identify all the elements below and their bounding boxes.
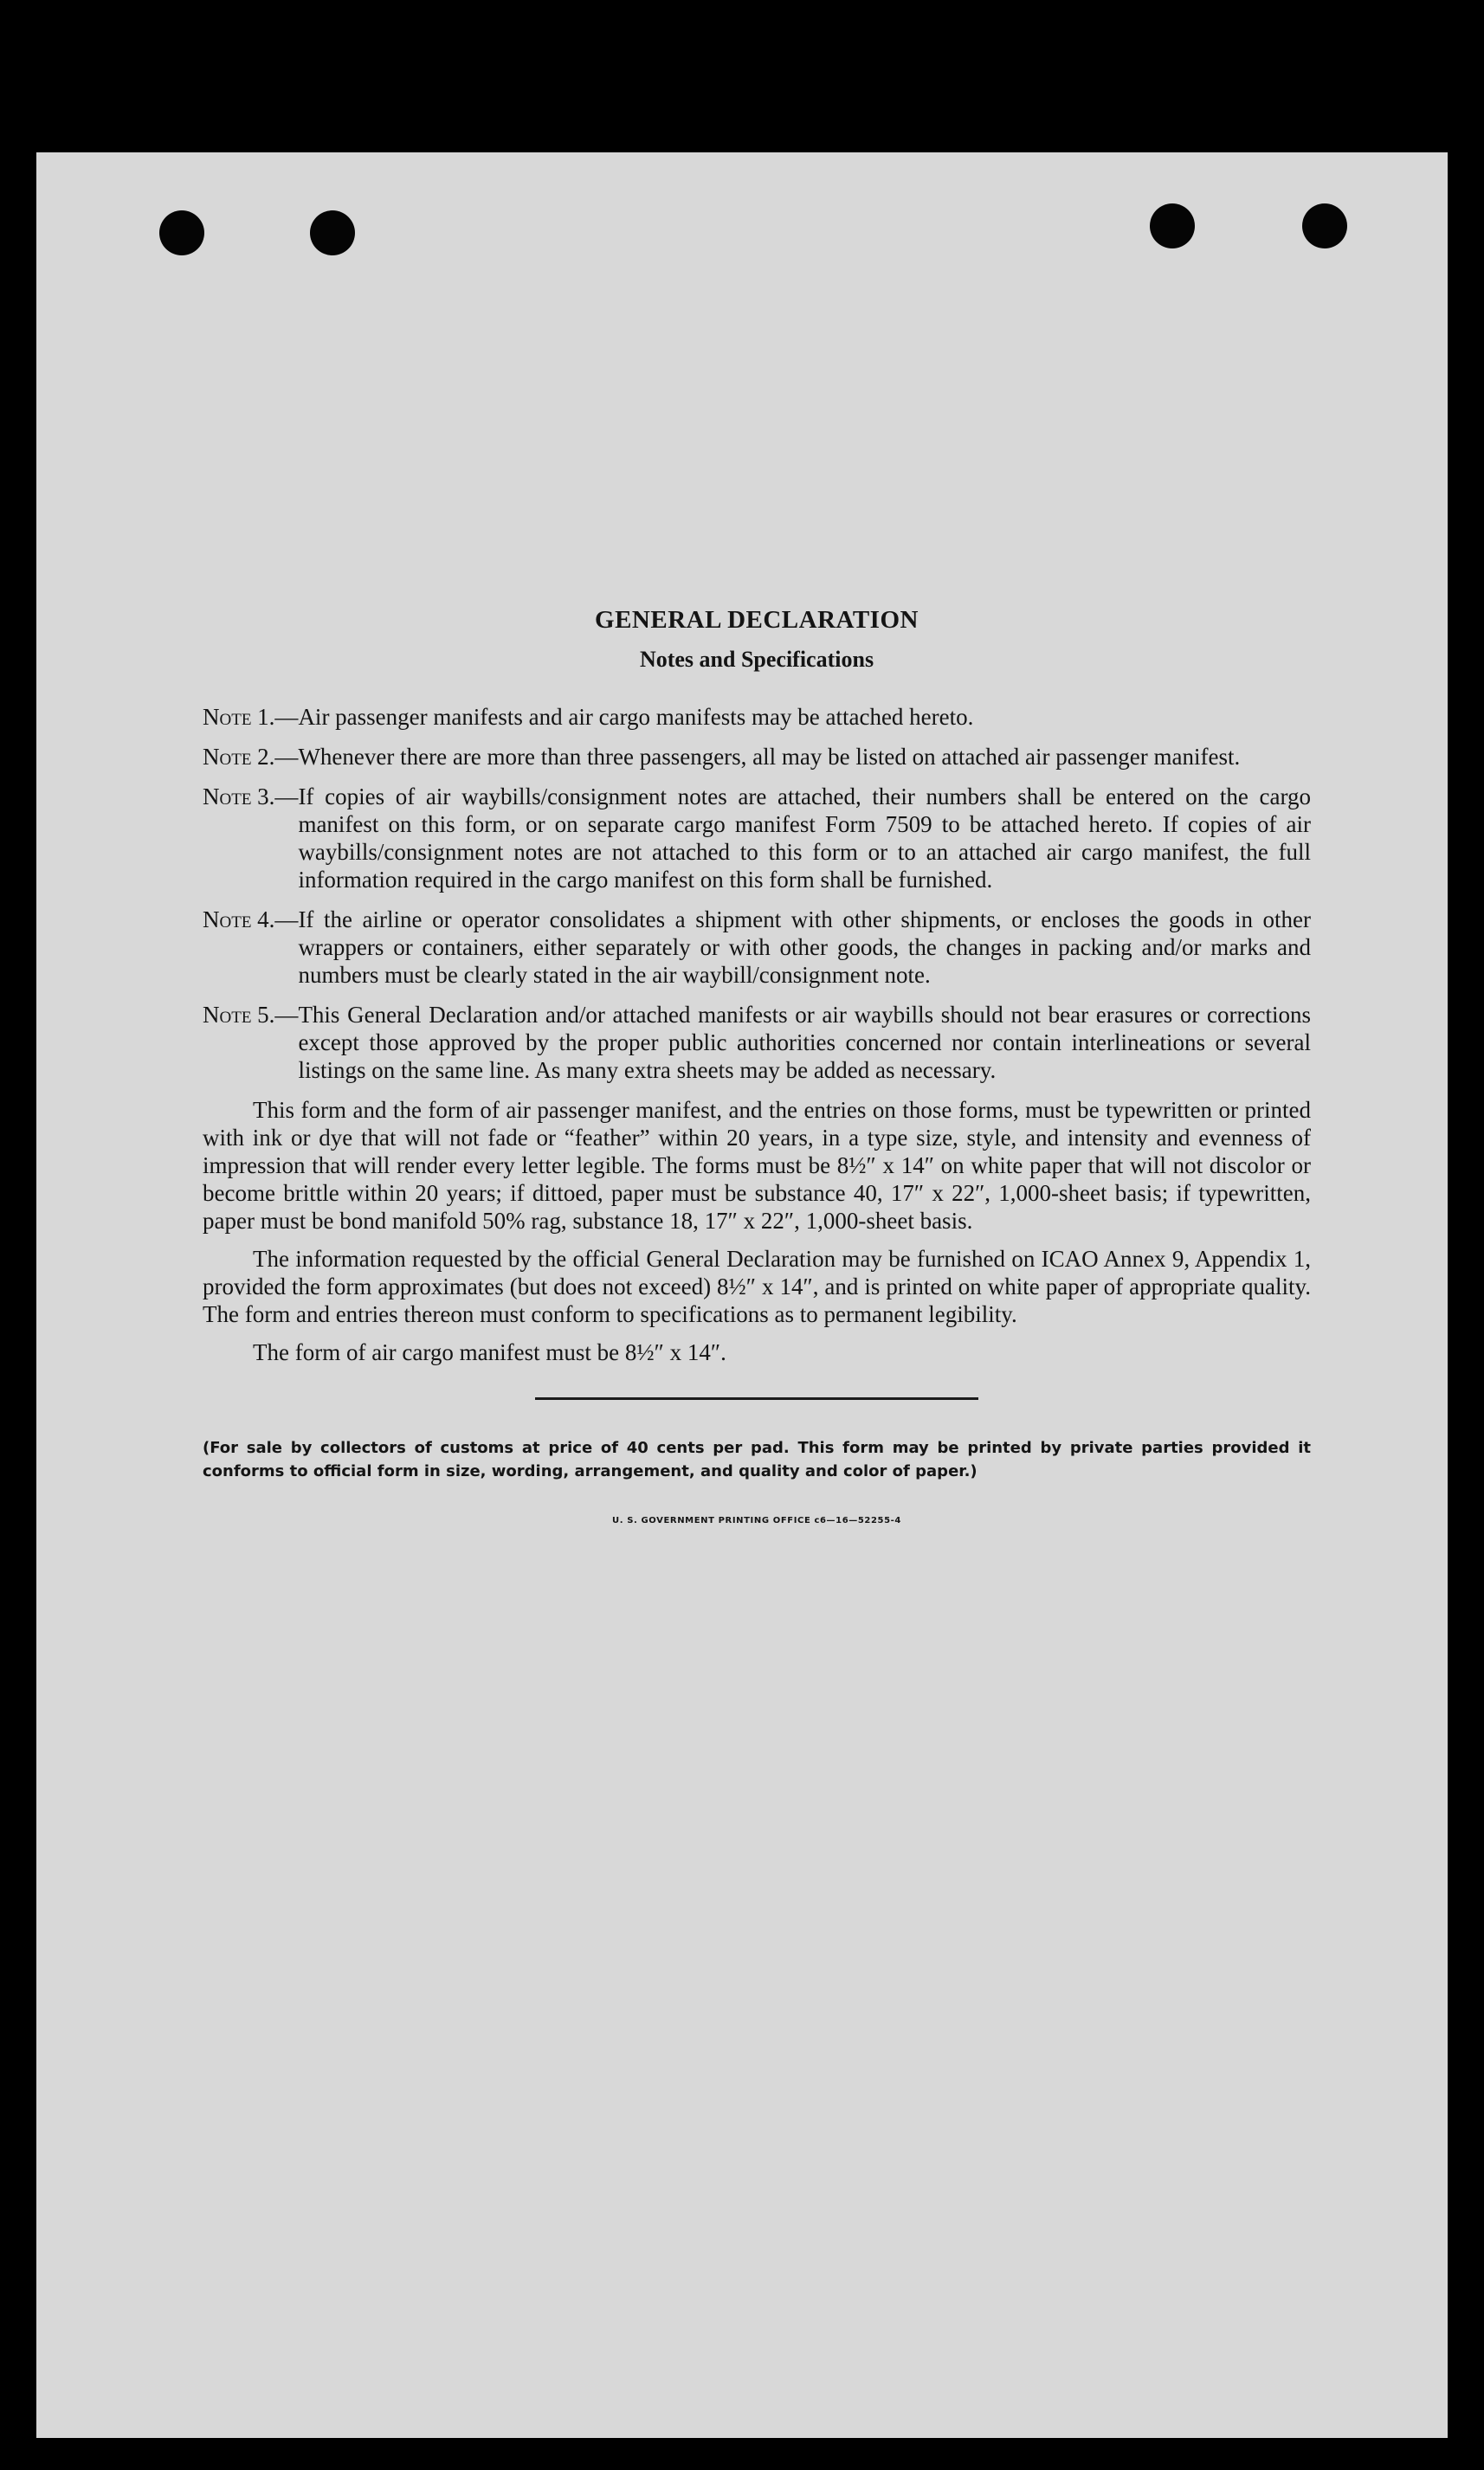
printer-line: U. S. GOVERNMENT PRINTING OFFICE c6—16—52255-4 bbox=[612, 1516, 901, 1525]
note-label: Note 2.— bbox=[203, 744, 299, 770]
note-label: Note 4.— bbox=[203, 906, 299, 932]
note-1 bbox=[203, 703, 1311, 731]
sale-footnote: (For sale by collectors of customs at price of 40 cents per pad. This form may be printed by private parties provided it conforms to official form in size, wording, arrangement, and quality and color of paper.) bbox=[203, 1439, 1311, 1480]
punch-hole bbox=[159, 210, 204, 255]
divider bbox=[535, 1397, 978, 1400]
note-text: If copies of air waybills/consignment notes are attached, their numbers shall be entered on the cargo manifest on this form, or on separate cargo manifest Form 7509 to be attached hereto. If copies of air waybills/consignment notes are not attached to this form or to an attached air cargo manifest, the full information required in the cargo manifest on this form shall be furnished. bbox=[298, 784, 1311, 893]
note-label: Note 3.— bbox=[203, 784, 299, 809]
punch-hole bbox=[1150, 203, 1195, 248]
paragraph-form-requirements: This form and the form of air passenger manifest, and the entries on those forms, must be typewritten or printed with ink or dye that will not fade or “feather” within 20 years, in a type size, style, and intensity and evenness of impression that will render every letter legible. The forms must be 8½″ x 14″ on white paper that will not discolor or become brittle within 20 years; if dittoed, paper must be substance 40, 17″ x 22″, 1,000-sheet basis; if typewritten, paper must be bond manifold 50% rag, substance 18, 17″ x 22″, 1,000-sheet basis. bbox=[203, 1097, 1311, 1234]
punch-hole bbox=[310, 210, 355, 255]
page-title: GENERAL DECLARATION bbox=[595, 606, 919, 634]
note-text: Air passenger manifests and air cargo manifests may be attached hereto. bbox=[298, 704, 974, 730]
note-text: If the airline or operator consolidates a shipment with other shipments, or encloses the goods in other wrappers or containers, either separately or with other goods, the changes in packing and/or marks and numbers must be clearly stated in the air waybill/consignment note. bbox=[298, 906, 1311, 988]
note-text: Whenever there are more than three passengers, all may be listed on attached air passenger manifest. bbox=[298, 744, 1241, 770]
note-label: Note 5.— bbox=[203, 1002, 299, 1028]
note-label: Note 1.— bbox=[203, 704, 299, 730]
note-5 bbox=[203, 1001, 1311, 1084]
punch-hole bbox=[1302, 203, 1347, 248]
declaration-notes bbox=[203, 606, 1311, 1535]
note-2 bbox=[203, 743, 1311, 771]
note-text: This General Declaration and/or attached manifests or air waybills should not bear erasures or corrections except those approved by the proper public authorities concerned nor contain interlineations or several listings on the same line. As many extra sheets may be added as necessary. bbox=[298, 1002, 1311, 1083]
note-4 bbox=[203, 906, 1311, 989]
paragraph-icao: The information requested by the official General Declaration may be furnished on ICAO Annex 9, Appendix 1, provided the form approximates (but does not exceed) 8½″ x 14″, and is printed on white paper of appropriate quality. The form and entries thereon must conform to specifications as to permanent legibility. bbox=[203, 1246, 1311, 1327]
page-subtitle: Notes and Specifications bbox=[639, 647, 874, 672]
note-3 bbox=[203, 783, 1311, 893]
paragraph-cargo-manifest: The form of air cargo manifest must be 8½″ x 14″. bbox=[253, 1339, 726, 1365]
